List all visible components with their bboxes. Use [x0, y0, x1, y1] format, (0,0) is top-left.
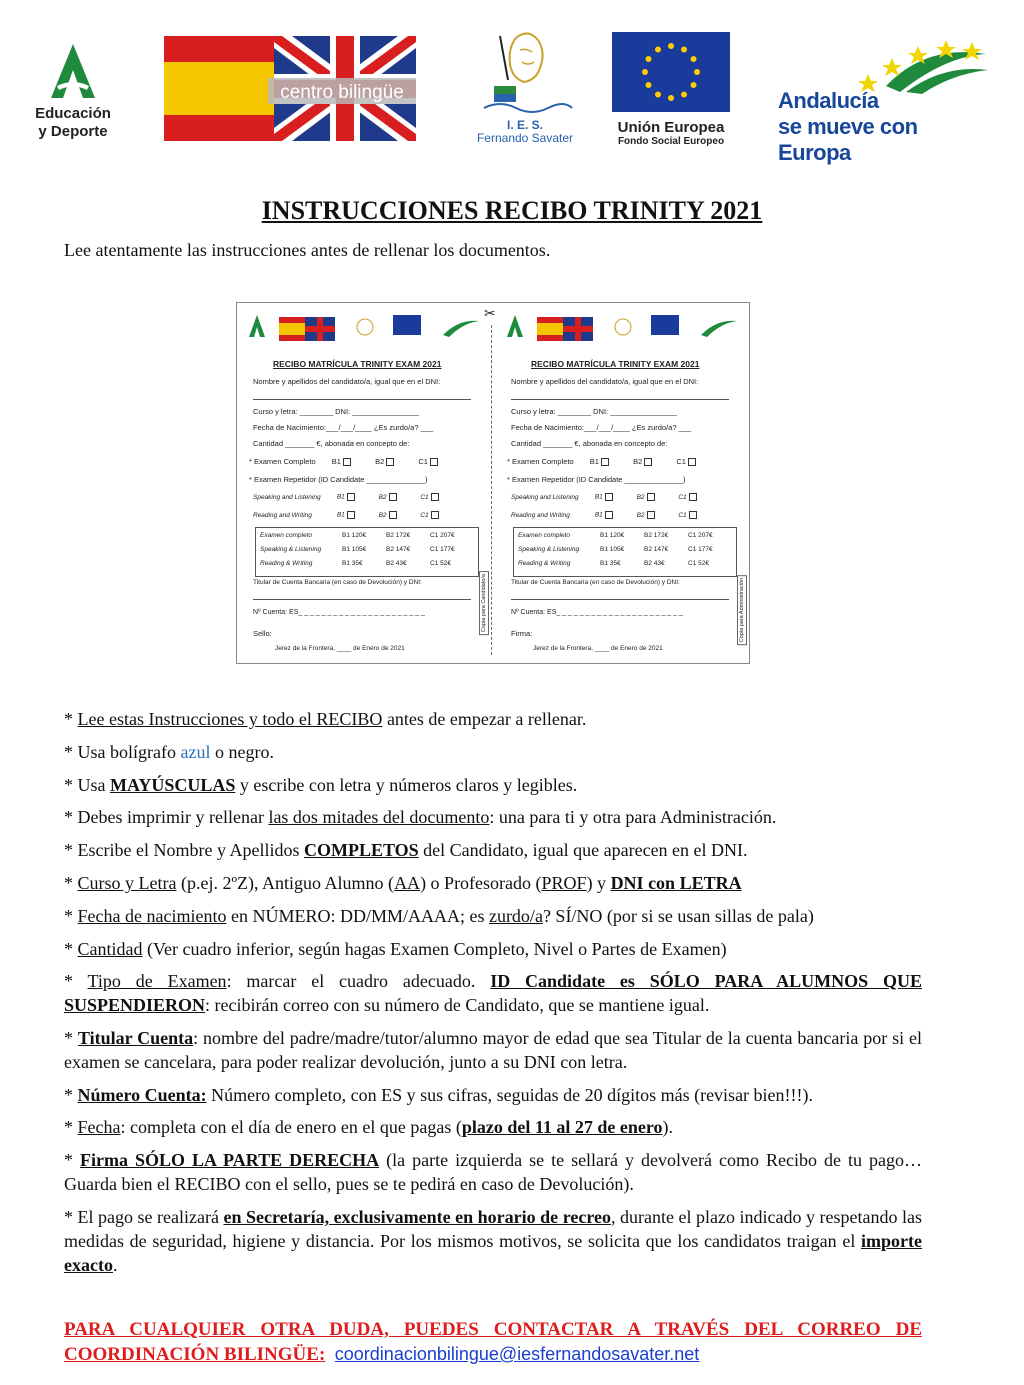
- coordination-email-link[interactable]: coordinacionbilingue@iesfernandosavater.net: [334, 1344, 700, 1364]
- price-value: C1 207€: [688, 532, 713, 539]
- receipt-half-candidate: [237, 303, 491, 663]
- checkbox: [605, 511, 613, 519]
- receipt-fecha-label: Fecha de Nacimiento:___/___/____ ¿Es zurdo/a? ___: [253, 423, 434, 432]
- receipt-repetidor-label: * Examen Repetidor (ID Candidate ______________): [507, 475, 686, 484]
- copia-candidato-label: Copia para Candidato/a: [479, 571, 489, 635]
- checkbox: [647, 493, 655, 501]
- price-value: B2 172€: [644, 532, 669, 539]
- receipt-repetidor-label: * Examen Repetidor (ID Candidate ______________): [249, 475, 428, 484]
- instruction-text: (la parte izquierda se te sellará y devolverá como Recibo de tu pago… Guarda bien el RECIBO con el sello, pues se te pedirá en caso de Devolución).: [64, 1150, 923, 1194]
- price-value: B2 147€: [386, 546, 411, 553]
- instruction-text: zurdo/a: [488, 906, 543, 926]
- receipt-titular-label: Titular de Cuenta Bancaria (en caso de Devolución) y DNI:: [253, 579, 422, 586]
- instruction-text: Número Cuenta:: [77, 1085, 207, 1105]
- checkbox: [689, 493, 697, 501]
- receipt-title: RECIBO MATRÍCULA TRINITY EXAM 2021: [531, 359, 700, 369]
- checkbox: [688, 458, 696, 466]
- receipt-cantidad-label: Cantidad _______ €, abonada en concepto de:: [511, 439, 668, 448]
- instruction-text: MAYÚSCULAS: [110, 775, 236, 795]
- instruction-text: PROF: [541, 873, 587, 893]
- instruction-text: .: [112, 1255, 118, 1275]
- spain-uk-flag-icon: [164, 36, 416, 141]
- ies-line2: Fernando Savater: [476, 131, 574, 145]
- instruction-text: antes de empezar a rellenar.: [382, 709, 587, 729]
- level-b2: B2: [633, 457, 643, 466]
- receipt-fecha-footer: Jerez de la Frontera, ____ de Enero de 2021: [275, 645, 405, 652]
- receipt-speaking-row: [511, 493, 697, 501]
- level-c1: C1: [420, 511, 429, 519]
- checkbox: [347, 511, 355, 519]
- price-row-label: Reading & Writing: [260, 560, 313, 567]
- ue-line2: Fondo Social Europeo: [617, 136, 725, 147]
- price-value: C1 207€: [430, 532, 455, 539]
- instruction-text: *: [64, 1085, 78, 1105]
- instruction-text: en NÚMERO: DD/MM/AAAA; es: [226, 906, 489, 926]
- instruction-text: azul: [180, 742, 211, 762]
- receipt-completo-row: [249, 457, 438, 466]
- instruction-text: Curso y Letra: [77, 873, 177, 893]
- instruction-text: en Secretaría, exclusivamente en horario de recreo: [223, 1207, 611, 1227]
- level-b2: B2: [375, 457, 385, 466]
- instruction-text: plazo del 11 al 27 de enero: [461, 1117, 663, 1137]
- level-c1: C1: [678, 493, 687, 501]
- instruction-text: * Usa: [64, 775, 110, 795]
- receipt-curso-label: Curso y letra: ________ DNI: ________________: [511, 407, 677, 416]
- checkbox: [389, 511, 397, 519]
- price-row-label: Examen completo: [260, 532, 313, 539]
- receipt-price-table: [513, 527, 737, 577]
- instruction-item: [64, 740, 922, 764]
- instruction-text: ? SÍ/NO (por si se usan sillas de pala): [542, 906, 814, 926]
- receipt-fecha-footer: Jerez de la Frontera, ____ de Enero de 2021: [533, 645, 663, 652]
- receipt-titular-line: [511, 599, 729, 600]
- scissors-icon: ✂: [484, 305, 496, 321]
- instruction-text: COMPLETOS: [303, 840, 419, 860]
- price-value: B1 120€: [342, 532, 367, 539]
- price-value: C1 52€: [688, 560, 709, 567]
- price-row-label: Examen completo: [518, 532, 571, 539]
- ies-line1: I. E. S.: [506, 118, 543, 132]
- level-b1: B1: [589, 457, 599, 466]
- receipt-half-admin: [495, 303, 749, 663]
- instruction-text: del Candidato, igual que aparecen en el DNI.: [418, 840, 748, 860]
- educacion-line2: y Deporte: [38, 123, 108, 140]
- educacion-line1: Educación: [35, 105, 111, 122]
- bilingue-text: centro bilingüe: [280, 82, 404, 103]
- level-b1: B1: [594, 493, 603, 501]
- instruction-text: DNI con LETRA: [610, 873, 742, 893]
- instruction-item: [64, 904, 922, 928]
- price-value: B1 35€: [600, 560, 621, 567]
- price-value: C1 177€: [430, 546, 455, 553]
- instruction-text: *: [64, 1028, 78, 1048]
- checkbox: [343, 458, 351, 466]
- checkbox: [601, 458, 609, 466]
- price-row-label: Reading & Writing: [518, 560, 571, 567]
- instruction-text: las dos mitades del documento: [268, 807, 490, 827]
- price-row-label: Speaking & Listening: [518, 546, 580, 553]
- eu-flag-icon: [612, 32, 730, 112]
- receipt-completo-label: * Examen Completo: [507, 457, 574, 466]
- instruction-text: ) o Profesorado (: [420, 873, 542, 893]
- receipt-cantidad-label: Cantidad _______ €, abonada en concepto de:: [253, 439, 410, 448]
- intro-text: Lee atentamente las instrucciones antes de rellenar los documentos.: [64, 240, 551, 260]
- receipt-titular-line: [253, 599, 471, 600]
- instruction-text: Fecha de nacimiento: [77, 906, 227, 926]
- price-value: B2 43€: [644, 560, 665, 567]
- instruction-text: * Escribe el Nombre y Apellidos: [64, 840, 304, 860]
- instruction-text: (p.ej. 2ºZ), Antiguo Alumno (: [176, 873, 395, 893]
- andalucia-line1: Andalucía: [778, 88, 879, 113]
- price-value: B1 35€: [342, 560, 363, 567]
- receipt-speaking-row: [253, 493, 439, 501]
- instruction-text: *: [64, 873, 78, 893]
- instruction-item: [64, 805, 922, 829]
- price-value: B2 43€: [386, 560, 407, 567]
- instruction-item: [64, 1115, 922, 1139]
- instruction-text: ) y: [586, 873, 611, 893]
- price-value: B1 120€: [600, 532, 625, 539]
- receipt-titular-label: Titular de Cuenta Bancaria (en caso de Devolución) y DNI:: [511, 579, 680, 586]
- centro-bilingue-logo: [164, 36, 416, 141]
- level-b2: B2: [378, 511, 387, 519]
- checkbox: [689, 511, 697, 519]
- instruction-text: Número completo, con ES y sus cifras, seguidas de 20 dígitos más (revisar bien!!!).: [206, 1085, 814, 1105]
- instruction-text: * El pago se realizará: [64, 1207, 224, 1227]
- price-value: B1 105€: [342, 546, 367, 553]
- receipt-name-label: Nombre y apellidos del candidato/a, igual que en el DNI:: [253, 377, 441, 386]
- receipt-cuenta-label: Nº Cuenta: ES_ _ _ _ _ _ _ _ _ _ _ _ _ _ _ _ _ _ _ _ _ _: [511, 609, 683, 616]
- instruction-item: [64, 969, 922, 1017]
- speaking-label: Speaking and Listening: [253, 493, 321, 501]
- instruction-text: *: [64, 939, 78, 959]
- instruction-item: [64, 937, 922, 961]
- level-b2: B2: [378, 493, 387, 501]
- instruction-text: : marcar el cuadro adecuado.: [226, 971, 491, 991]
- instruction-text: : nombre del padre/madre/tutor/alumno mayor de edad que sea Titular de la cuenta bancaria por si el examen se cancelara, para poder realizar devolución, junto a su DNI con letra.: [64, 1028, 923, 1072]
- instruction-text: importe exacto: [64, 1231, 922, 1275]
- instruction-text: ID Candidate es SÓLO PARA ALUMNOS QUE SUSPENDIERON: [64, 971, 922, 1015]
- reading-label: Reading and Writing: [511, 511, 570, 519]
- contact-text: PARA CUALQUIER OTRA DUDA, PUEDES CONTACTAR A TRAVÉS DEL CORREO DE COORDINACIÓN BILINGÜE:: [64, 1319, 922, 1365]
- receipt-name-label: Nombre y apellidos del candidato/a, igual que en el DNI:: [511, 377, 699, 386]
- receipt-price-table: [255, 527, 479, 577]
- instruction-text: * Debes imprimir y rellenar: [64, 807, 269, 827]
- andalucia-europa-logo: [776, 34, 990, 165]
- level-c1: C1: [420, 493, 429, 501]
- instruction-text: ).: [662, 1117, 674, 1137]
- receipt-firma-label: Firma:: [511, 629, 533, 638]
- level-b1: B1: [336, 493, 345, 501]
- mini-logos-icon: [505, 311, 741, 347]
- price-value: B2 147€: [644, 546, 669, 553]
- instruction-text: * Usa bolígrafo: [64, 742, 181, 762]
- educacion-deporte-logo: [28, 42, 118, 142]
- level-c1: C1: [418, 457, 428, 466]
- instruction-text: o negro.: [210, 742, 274, 762]
- instruction-item: [64, 838, 922, 862]
- level-b2: B2: [636, 511, 645, 519]
- checkbox: [431, 511, 439, 519]
- instruction-text: y escribe con letra y números claros y legibles.: [235, 775, 578, 795]
- price-value: C1 177€: [688, 546, 713, 553]
- instruction-text: AA: [394, 873, 421, 893]
- receipt-name-line: [253, 399, 471, 400]
- instruction-item: [64, 1083, 922, 1107]
- ies-fernando-savater-logo: [476, 28, 574, 144]
- instruction-text: Tipo de Examen: [87, 971, 227, 991]
- instruction-text: *: [64, 971, 88, 991]
- instruction-text: , durante el plazo indicado y respetando las medidas de seguridad, higiene y distancia. Por los mismos motivos, se solicita que los candidatos traigan el: [64, 1207, 923, 1251]
- receipt-sello-label: Sello:: [253, 629, 272, 638]
- checkbox: [605, 493, 613, 501]
- level-b1: B1: [331, 457, 341, 466]
- savater-portrait-icon: [476, 28, 574, 114]
- instruction-item: [64, 1205, 922, 1277]
- andalucia-line2: se mueve con Europa: [778, 114, 918, 165]
- checkbox: [389, 493, 397, 501]
- instruction-text: Lee estas Instrucciones y todo el RECIBO: [77, 709, 383, 729]
- price-row-label: Speaking & Listening: [260, 546, 322, 553]
- checkbox: [647, 511, 655, 519]
- instruction-text: *: [64, 906, 78, 926]
- level-b1: B1: [594, 511, 603, 519]
- level-b2: B2: [636, 493, 645, 501]
- price-value: C1 52€: [430, 560, 451, 567]
- instruction-text: Fecha: [77, 1117, 121, 1137]
- andalucia-stars-icon: [776, 34, 990, 94]
- cut-line: [491, 325, 492, 655]
- checkbox: [347, 493, 355, 501]
- instruction-text: : una para ti y otra para Administración.: [489, 807, 777, 827]
- instruction-text: : completa con el día de enero en el que pagas (: [120, 1117, 462, 1137]
- mini-logos-icon: [247, 311, 483, 347]
- receipt-title: RECIBO MATRÍCULA TRINITY EXAM 2021: [273, 359, 442, 369]
- contact-footer: [64, 1318, 922, 1367]
- level-c1: C1: [676, 457, 686, 466]
- instruction-text: Firma SÓLO LA PARTE DERECHA: [80, 1150, 380, 1170]
- page-title: INSTRUCCIONES RECIBO TRINITY 2021: [261, 196, 763, 225]
- junta-a-icon: [43, 42, 103, 100]
- instruction-text: *: [64, 1150, 81, 1170]
- instruction-text: Titular Cuenta: [77, 1028, 194, 1048]
- price-value: B2 172€: [386, 532, 411, 539]
- checkbox: [644, 458, 652, 466]
- ue-line1: Unión Europea: [617, 119, 725, 136]
- instruction-item: [64, 1026, 922, 1074]
- level-c1: C1: [678, 511, 687, 519]
- instruction-text: Cantidad: [77, 939, 143, 959]
- instruction-text: *: [64, 1117, 78, 1137]
- receipt-preview: [236, 302, 750, 664]
- instruction-text: : recibirán correo con su número de Candidato, que se mantiene igual.: [205, 995, 710, 1015]
- instruction-item: [64, 773, 922, 797]
- instruction-text: *: [64, 709, 78, 729]
- checkbox: [386, 458, 394, 466]
- price-value: B1 105€: [600, 546, 625, 553]
- receipt-fecha-label: Fecha de Nacimiento:___/___/____ ¿Es zurdo/a? ___: [511, 423, 692, 432]
- copia-admin-label: Copia para Administración: [737, 575, 747, 645]
- instruction-item: [64, 1148, 922, 1196]
- receipt-completo-row: [507, 457, 696, 466]
- checkbox: [431, 493, 439, 501]
- reading-label: Reading and Writing: [253, 511, 312, 519]
- level-b1: B1: [336, 511, 345, 519]
- logo-header: [0, 28, 1024, 165]
- receipt-curso-label: Curso y letra: ________ DNI: ________________: [253, 407, 419, 416]
- instruction-item: [64, 707, 922, 731]
- instruction-item: [64, 871, 922, 895]
- receipt-cuenta-label: Nº Cuenta: ES_ _ _ _ _ _ _ _ _ _ _ _ _ _ _ _ _ _ _ _ _ _: [253, 609, 425, 616]
- receipt-completo-label: * Examen Completo: [249, 457, 316, 466]
- union-europea-logo: [610, 32, 732, 147]
- checkbox: [430, 458, 438, 466]
- instruction-text: (Ver cuadro inferior, según hagas Examen Completo, Nivel o Partes de Examen): [142, 939, 727, 959]
- receipt-reading-row: [511, 511, 697, 519]
- receipt-name-line: [511, 399, 729, 400]
- speaking-label: Speaking and Listening: [511, 493, 579, 501]
- receipt-reading-row: [253, 511, 439, 519]
